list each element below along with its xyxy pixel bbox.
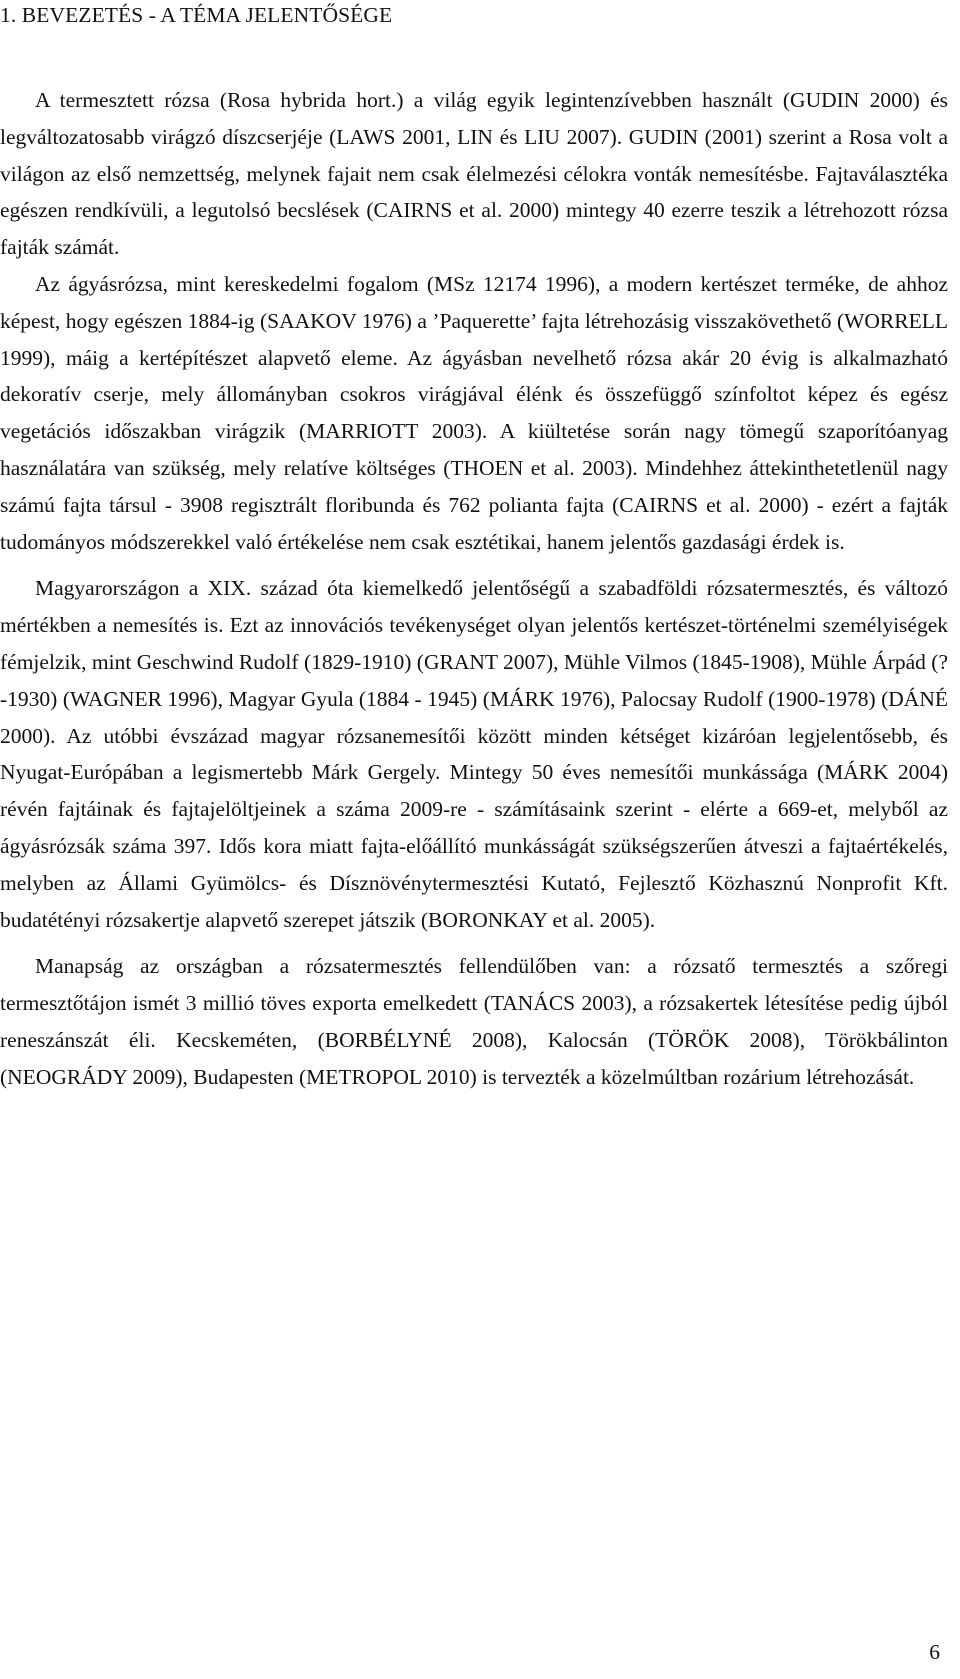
body-text (0, 82, 948, 1096)
paragraph-hungary-history: Magyarországon a XIX. század óta kiemelkedő jelentőségű a szabadföldi rózsatermesztés, és változó mértékben a nemesítés is. Ezt az innovációs tevékenységet olyan jelentős kertészet-történelmi személyiségek fémjelzik, mint Geschwind Rudolf (1829-1910) (GRANT 2007), Mühle Vilmos (1845-1908), Mühle Árpád (?-1930) (WAGNER 1996), Magyar Gyula (1884 - 1945) (MÁRK 1976), Palocsay Rudolf (1900-1978) (DÁNÉ 2000). Az utóbbi évszázad magyar rózsanemesítői között minden kétséget kizáróan legjelentősebb, és Nyugat-Európában a legismertebb Márk Gergely. Mintegy 50 éves nemesítői munkássága (MÁRK 2004) révén fajtáinak és fajtajelöltjeinek a száma 2009-re - számításaink szerint - elérte a 669-et, melyből az ágyásrózsák száma 397. Idős kora miatt fajta-előállító munkásságát szükségszerűen átveszi a fajtaértékelés, melyben az Állami Gyümölcs- és Dísznövénytermesztési Kutató, Fejlesztő Közhasznú Nonprofit Kft. budatétényi rózsakertje alapvető szerepet játszik (BORONKAY et al. 2005). (0, 576, 948, 932)
page-number: 6 (929, 1640, 940, 1664)
paragraph-present-day: Manapság az országban a rózsatermesztés fellendülőben van: a rózsatő termesztés a szőregi termesztőtájon ismét 3 millió töves exporta emelkedett (TANÁCS 2003), a rózsakertek létesítése pedig újból reneszánszát éli. Kecskeméten, (BORBÉLYNÉ 2008), Kalocsán (TÖRÖK 2008), Törökbálinton (NEOGRÁDY 2009), Budapesten (METROPOL 2010) is tervezték a közelmúltban rozárium létrehozását. (0, 954, 948, 1089)
paragraph-bed-rose: Az ágyásrózsa, mint kereskedelmi fogalom (MSz 12174 1996), a modern kertészet terméke, de ahhoz képest, hogy egészen 1884-ig (SAAKOV 1976) a ’Paquerette’ fajta létrehozásig visszakövethető (WORRELL 1999), máig a kertépítészet alapvető eleme. Az ágyásban nevelhető rózsa akár 20 évig is alkalmazható dekoratív cserje, mely állományban csokros virágjával élénk és összefüggő színfoltot képez és egész vegetációs időszakban virágzik (MARRIOTT 2003). A kiültetése során nagy tömegű szaporítóanyag használatára van szükség, mely relatíve költséges (THOEN et al. 2003). Mindehhez áttekinthetetlenül nagy számú fajta társul - 3908 regisztrált floribunda és 762 polianta fajta (CAIRNS et al. 2000) - ezért a fajták tudományos módszerekkel való értékelése nem csak esztétikai, hanem jelentős gazdasági érdek is. (0, 271, 948, 554)
chapter-heading: 1. BEVEZETÉS - A TÉMA JELENTŐSÉGE (0, 3, 393, 27)
paragraph-intro: A termesztett rózsa (Rosa hybrida hort.) a világ egyik legintenzívebben használt (GUDIN 2000) és legváltozatosabb virágzó díszcserjéje (LAWS 2001, LIN és LIU 2007). GUDIN (2001) szerint a Rosa volt a világon az első nemzettség, melynek fajait nem csak élelmezési célokra vonták nemesítésbe. Fajtaválasztéka egészen rendkívüli, a legutolsó becslések (CAIRNS et al. 2000) mintegy 40 ezerre teszik a létrehozott rózsa fajták számát. (0, 88, 948, 260)
